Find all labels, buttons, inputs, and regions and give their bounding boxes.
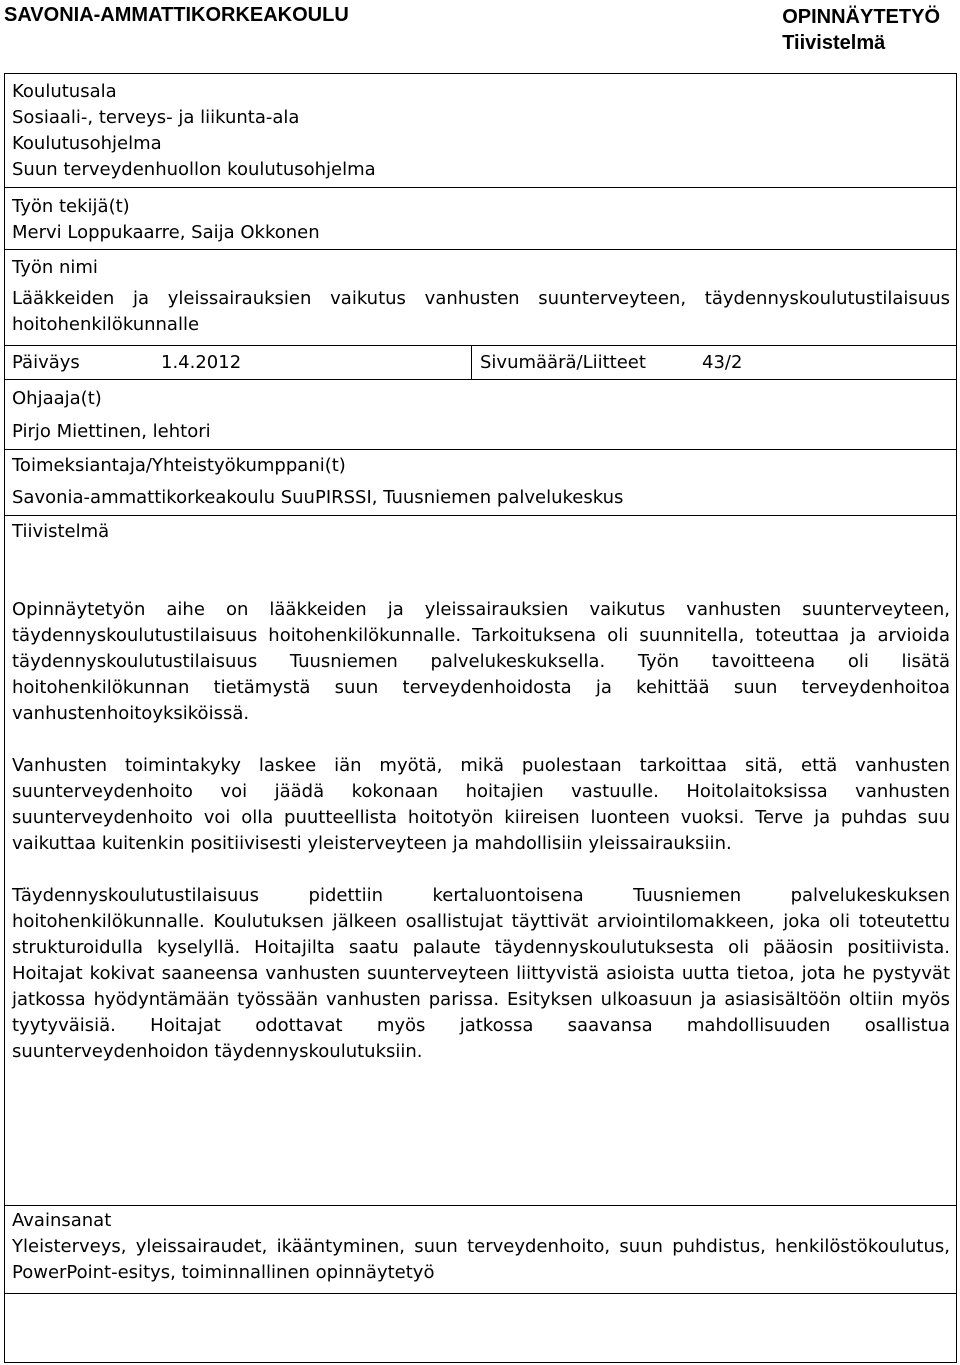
- abstract-form: [4, 73, 957, 1363]
- document-type-subtitle: Tiivistelmä: [782, 32, 886, 54]
- field-value: 1.4.2012: [161, 352, 242, 373]
- document-type: [782, 4, 940, 56]
- document-type-title: OPINNÄYTETYÖ: [782, 6, 940, 28]
- field-label: Sivumäärä/Liitteet: [480, 352, 646, 373]
- author-section: [5, 188, 956, 250]
- keywords-value: Yleisterveys, yleissairaudet, ikääntyminen, suun terveydenhoito, suun puhdistus, henkilöstökoulutus, PowerPoint-esitys, toiminnallinen opinnäytetyö: [12, 1236, 950, 1283]
- field-value: Mervi Loppukaarre, Saija Okkonen: [12, 222, 320, 243]
- program-section: [5, 74, 956, 188]
- field-label: Koulutusala: [12, 81, 117, 102]
- field-value: Suun terveydenhuollon koulutusohjelma: [12, 159, 376, 180]
- abstract-body: [12, 597, 950, 1065]
- abstract-paragraph: Vanhusten toimintakyky laskee iän myötä, mikä puolestaan tarkoittaa sitä, että vanhusten suunterveydenhoito voi jäädä kokonaan hoitajien vastuulle. Hoitolaitoksissa vanhusten suunterveydenhoito voi olla puutteellista hoitotyön kiireisen luonteen vuoksi. Terve ja puhdas suu vaikuttaa kuitenkin positiivisesti yleisterveyteen ja mahdollisiin yleissairauksiin.: [12, 755, 950, 854]
- commissioner-section: [5, 450, 956, 516]
- abstract-label: Tiivistelmä: [12, 521, 110, 542]
- title-section: [5, 250, 956, 346]
- keywords-label: Avainsanat: [12, 1210, 112, 1231]
- field-value: Savonia-ammattikorkeakoulu SuuPIRSSI, Tuusniemen palvelukeskus: [12, 487, 624, 508]
- supervisor-section: [5, 380, 956, 450]
- field-label: Työn nimi: [12, 257, 98, 278]
- field-label: Koulutusohjelma: [12, 133, 162, 154]
- keywords-section: [5, 1206, 956, 1294]
- field-label: Ohjaaja(t): [12, 388, 102, 409]
- field-value: Sosiaali-, terveys- ja liikunta-ala: [12, 107, 300, 128]
- abstract-section: [5, 516, 956, 1206]
- field-value: Pirjo Miettinen, lehtori: [12, 421, 211, 442]
- abstract-paragraph: Opinnäytetyön aihe on lääkkeiden ja yleissairauksien vaikutus vanhusten suunterveyteen, täydennyskoulutustilaisuus hoitohenkilökunnalle. Tarkoituksena oli suunnitella, toteuttaa ja arvioida täydennyskoulutustilaisuus Tuusniemen palvelukeskuksella. Työn tavoitteena oli lisätä hoitohenkilökunnan tietämystä suun terveydenhoidosta ja kehittää suun terveydenhoitoa vanhustenhoitoyksiköissä.: [12, 599, 950, 724]
- field-label: Työn tekijä(t): [12, 196, 130, 217]
- abstract-paragraph: Täydennyskoulutustilaisuus pidettiin kertaluontoisena Tuusniemen palvelukeskuksen hoitohenkilökunnalle. Koulutuksen jälkeen osallistujat täyttivät arviointilomakkeen, joka oli toteutettu strukturoidulla kyselyllä. Hoitajilta saatu palaute täydennyskoulutuksesta oli pääosin positiivista. Hoitajat kokivat saaneensa vanhusten suunterveyteen liittyvistä asioista uutta tietoa, jota he pystyvät jatkossa hyödyntämään työssään vanhusten parissa. Esityksen ulkoasuun ja asiasisältöön oltiin myös tyytyväisiä. Hoitajat odottavat myös jatkossa saavansa mahdollisuuden osallistua suunterveydenhoidon täydennyskoulutuksiin.: [12, 885, 950, 1062]
- field-value: Lääkkeiden ja yleissairauksien vaikutus vanhusten suunterveyteen, täydennyskoulutustilaisuus hoitohenkilökunnalle: [12, 288, 950, 335]
- field-label: Päiväys: [12, 352, 80, 373]
- date-pages-row: [5, 346, 956, 380]
- school-name: SAVONIA-AMMATTIKORKEAKOULU: [4, 4, 349, 26]
- field-value: 43/2: [702, 352, 743, 373]
- column-divider: [471, 346, 472, 379]
- field-label: Toimeksiantaja/Yhteistyökumppani(t): [12, 455, 346, 476]
